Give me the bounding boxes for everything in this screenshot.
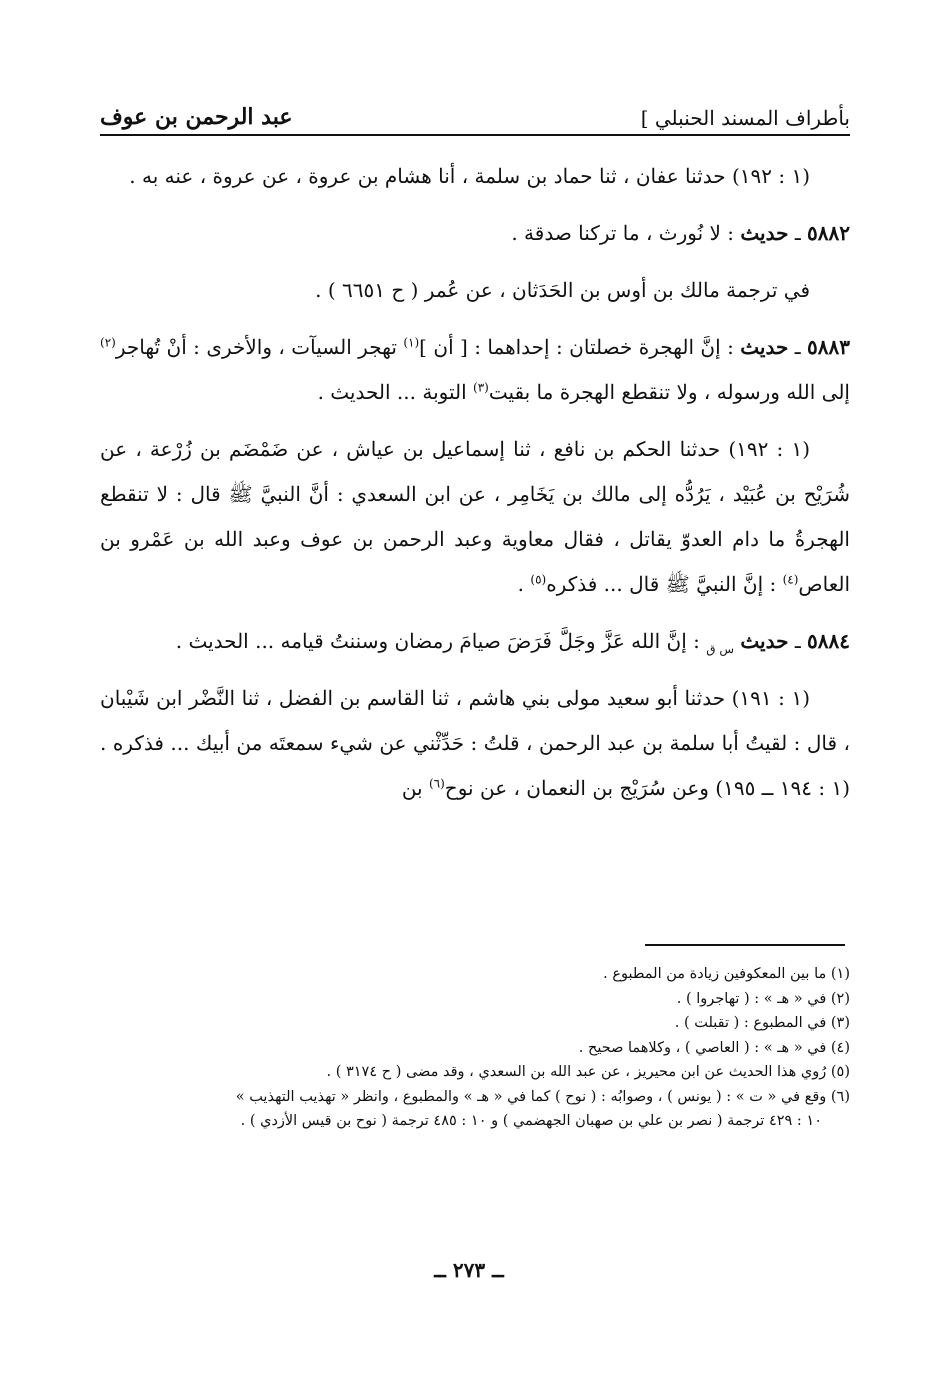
- hadith-keyword: حديث: [740, 629, 789, 653]
- footnote-ref: (١): [403, 335, 420, 350]
- footnote: (٢) في « هـ » : ( تهاجروا ) .: [676, 990, 850, 1007]
- chain-text: .: [517, 572, 531, 596]
- hadith-5883: [100, 325, 850, 415]
- footnote: (٦) وقع في « ت » : ( يونس ) ، وصوابُه : ( نوح ) كما في « هـ » والمطبوع ، وانظر « تهذيب التهذيب »: [235, 1088, 850, 1105]
- chain-text: بن: [401, 776, 429, 800]
- footnote-ref: (٢): [100, 335, 116, 350]
- page: [100, 88, 850, 811]
- footnote: (١) ما بين المعكوفين زيادة من المطبوع .: [603, 966, 850, 982]
- footnote: (٤) في « هـ » : ( العاصي ) ، وكلاهما صحيح .: [578, 1039, 850, 1056]
- chain-paragraph: [100, 676, 850, 811]
- running-title: بأطراف المسند الحنبلي ]: [640, 106, 850, 130]
- chain-paragraph: [100, 427, 850, 607]
- hadith-keyword: حديث: [740, 335, 789, 359]
- running-header: [100, 88, 850, 136]
- hadith-text: التوبة ... الحديث .: [317, 380, 474, 404]
- footnote-continuation: ١٠ : ٤٢٩ ترجمة ( نصر بن علي بن صهبان الجهضمي ) و ١٠ : ٤٨٥ ترجمة ( نوح بن قيس الأزدي ) .: [240, 1113, 822, 1129]
- footnote-ref: (٦): [428, 776, 445, 791]
- footnote-rule: [645, 944, 845, 946]
- hadith-dash: ـ: [794, 221, 801, 245]
- hadith-text: : لا نُورث ، ما تركنا صدقة .: [511, 221, 735, 245]
- hadith-number: ٥٨٨٢: [807, 221, 850, 245]
- footnote-ref: (٤): [782, 572, 799, 587]
- page-number: ــ ٢٧٣ ــ: [434, 1258, 504, 1282]
- footnotes: [100, 962, 850, 1134]
- chain-text: : إنَّ النبيَّ ﷺ قال ... فذكره: [546, 572, 783, 596]
- footnote-ref: (٥): [530, 572, 547, 587]
- hadith-text: : إنَّ الهجرة خصلتان : إحداهما : [ أن ]: [419, 335, 734, 359]
- hadith-text: تهجر السيآت ، والأخرى : أنْ تُهاجر: [115, 335, 404, 359]
- hadith-keyword: حديث: [740, 221, 789, 245]
- hadith-5882: [100, 211, 850, 256]
- collection-sigla: س ق: [706, 642, 735, 656]
- hadith-number: ٥٨٨٣: [807, 335, 851, 359]
- chain-paragraph: (١ : ١٩٢) حدثنا عفان ، ثنا حماد بن سلمة ، أنا هشام بن عروة ، عن عروة ، عنه به .: [129, 164, 810, 188]
- hadith-text: إلى الله ورسوله ، ولا تنقطع الهجرة ما بقيت: [488, 380, 850, 404]
- footnote: (٣) في المطبوع : ( تقبلت ) .: [674, 1015, 850, 1031]
- chain-text: (١ : ١٩١) حدثنا أبو سعيد مولى بني هاشم ، ثنا القاسم بن الفضل ، ثنا النَّضْر ابن شَيْبان ، قال : لقيتُ أبا سلمة بن عبد الرحمن ، قلتُ : حَدِّثْني عن شيء سمعتَه من أبيك ... فذكره . (١ : ١٩٤ ــ ١٩٥) وعن سُرَيْج بن النعمان ، عن نوح: [100, 686, 850, 800]
- footnote: (٥) رُوي هذا الحديث عن ابن محيريز ، عن عبد الله بن السعدي ، وقد مضى ( ح ٣١٧٤ ) .: [326, 1064, 850, 1080]
- hadith-dash: ـ: [794, 335, 801, 359]
- chain-text: (١ : ١٩٢) حدثنا الحكم بن نافع ، ثنا إسماعيل بن عياش ، عن ضَمْضَم بن زُرْعة ، عن شُرَيْح بن عُبَيْد ، يَرُدُّه إلى مالك بن يَخَامِر ، عن ابن السعدي : أنَّ النبيَّ ﷺ قال : لا تنقطع الهجرةُ ما دام العدوّ يقاتل ، فقال معاوية وعبد الرحمن بن عوف وعبد الله بن عَمْرو بن العاص: [100, 437, 850, 596]
- hadith-number: ٥٨٨٤: [807, 629, 850, 653]
- footnote-ref: (٣): [473, 380, 489, 395]
- cross-reference: في ترجمة مالك بن أوس بن الحَدَثان ، عن عُمر ( ح ٦٦٥١ ) .: [315, 278, 810, 302]
- hadith-5884: [100, 619, 850, 664]
- main-text: [100, 154, 850, 811]
- hadith-text: : إنَّ الله عَزَّ وجَلَّ فَرَضَ صيامَ رمضان وسننتُ قيامه ... الحديث .: [175, 629, 700, 653]
- section-title: عبد الرحمن بن عوف: [100, 104, 293, 130]
- hadith-dash: ـ: [794, 629, 801, 653]
